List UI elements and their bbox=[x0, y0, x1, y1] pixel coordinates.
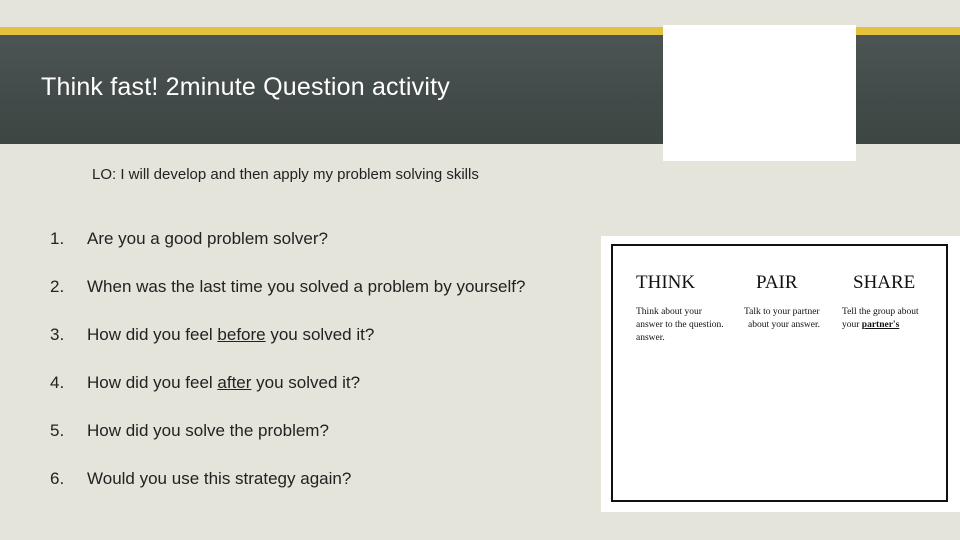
learning-objective: LO: I will develop and then apply my problem solving skills bbox=[92, 166, 479, 183]
blank-image-placeholder bbox=[663, 25, 856, 161]
question-text: How did you solve the problem? bbox=[87, 421, 329, 440]
underlined-word: before bbox=[217, 325, 266, 344]
think-description: Think about your answer to the question. answer. bbox=[636, 307, 724, 343]
question-text: Would you use this strategy again? bbox=[87, 469, 352, 488]
question-text: How did you feel before you solved it? bbox=[87, 325, 375, 344]
think-pair-share-image bbox=[601, 236, 960, 512]
question-number: 5. bbox=[50, 421, 65, 440]
question-number: 2. bbox=[50, 277, 65, 296]
question-text: How did you feel after you solved it? bbox=[87, 373, 361, 392]
question-number: 3. bbox=[50, 325, 65, 344]
question-number: 1. bbox=[50, 229, 65, 248]
share-heading: SHARE bbox=[853, 272, 916, 293]
slide-title: Think fast! 2minute Question activity bbox=[41, 73, 450, 101]
pair-heading: PAIR bbox=[756, 272, 798, 293]
think-heading: THINK bbox=[636, 272, 696, 293]
share-description: Tell the group about your partner's bbox=[842, 307, 919, 330]
underlined-word: after bbox=[217, 373, 252, 392]
question-text: When was the last time you solved a problem by yourself? bbox=[87, 277, 526, 296]
think-pair-share-frame bbox=[611, 244, 948, 502]
question-number: 6. bbox=[50, 469, 65, 488]
pair-description: Talk to your partner about your answer. bbox=[744, 307, 821, 330]
question-number: 4. bbox=[50, 373, 65, 392]
question-text: Are you a good problem solver? bbox=[87, 229, 328, 248]
